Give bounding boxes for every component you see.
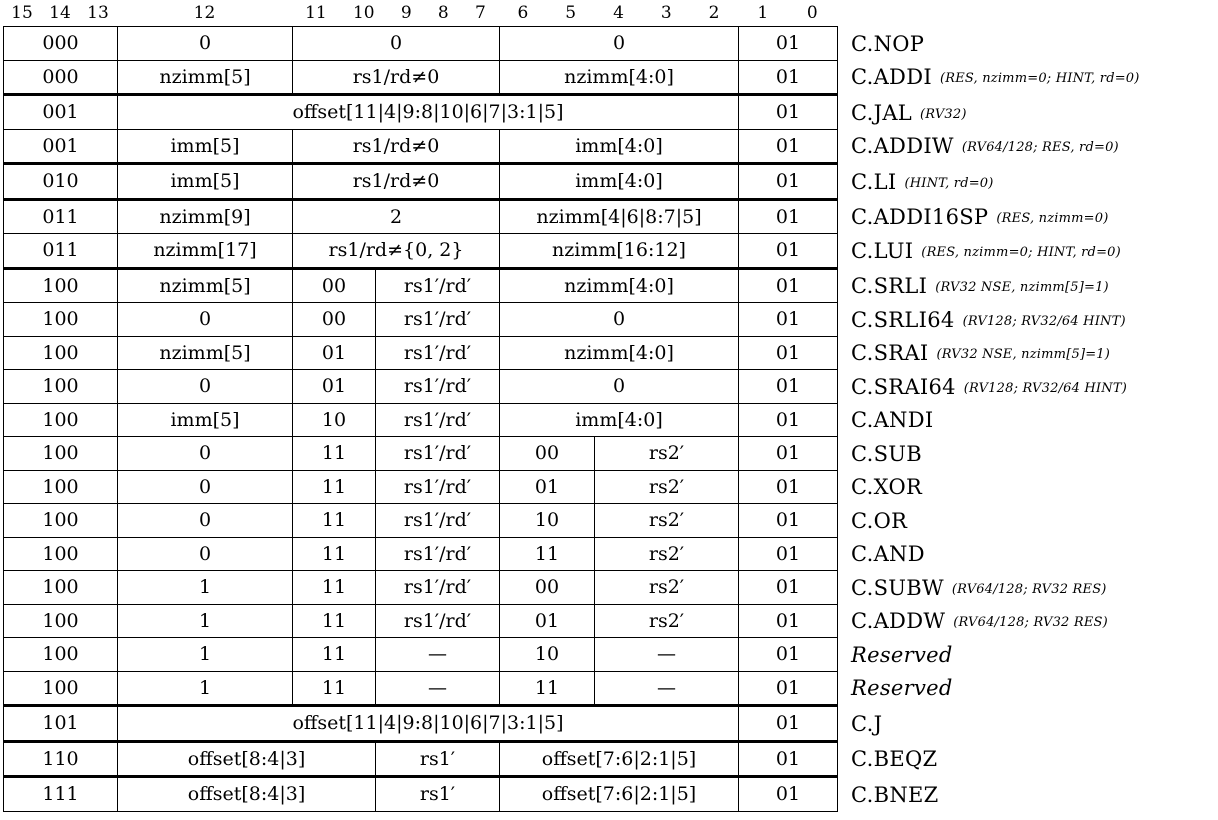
bit-field-cell: offset[7:6|2:1|5]	[500, 743, 739, 776]
bit-field-cell: 01	[739, 130, 838, 163]
bit-field-cell: 100	[4, 270, 118, 303]
instruction-note: (RV32 NSE, nzimm[5]=1)	[935, 280, 1109, 295]
bit-number: 7	[474, 3, 486, 23]
bit-number-group	[292, 2, 499, 24]
bit-field-cell: 11	[293, 437, 376, 470]
bit-field-cell: 1	[118, 571, 293, 604]
instruction-label	[851, 165, 994, 198]
encoding-cells	[3, 61, 838, 97]
instruction-name: C.XOR	[851, 475, 923, 499]
bit-number: 13	[87, 3, 109, 23]
instruction-name: C.SRLI	[851, 274, 928, 298]
instruction-label	[851, 743, 937, 776]
instruction-note: (RV32)	[920, 106, 967, 122]
bit-field-cell: nzimm[17]	[118, 234, 293, 267]
bit-field-cell: rs1′/rd′	[376, 437, 500, 470]
instruction-label	[851, 778, 939, 811]
bit-field-cell: offset[7:6|2:1|5]	[500, 778, 739, 811]
bit-field-cell: 011	[4, 201, 118, 234]
bit-field-cell: 100	[4, 571, 118, 604]
bit-field-cell: 01	[739, 370, 838, 403]
bit-field-cell: 100	[4, 605, 118, 638]
bit-field-cell: 01	[739, 165, 838, 198]
table-row	[3, 672, 953, 708]
table-row	[3, 96, 967, 130]
bit-field-cell: 0	[500, 303, 739, 336]
instruction-note: (RV32 NSE, nzimm[5]=1)	[936, 347, 1111, 362]
bit-field-cell: 10	[500, 504, 595, 537]
table-row	[3, 303, 1126, 337]
bit-field-cell: rs1′/rd′	[376, 404, 500, 437]
bit-field-cell: 2	[293, 201, 500, 234]
table-row	[3, 778, 939, 812]
bit-field-cell: nzimm[5]	[118, 337, 293, 370]
bit-number: 15	[11, 3, 33, 23]
bit-field-cell: 1	[118, 605, 293, 638]
instruction-name: C.ADDIW	[851, 134, 954, 158]
bit-number-group	[117, 2, 292, 24]
encoding-cells	[3, 370, 838, 404]
bit-number: 1	[757, 3, 769, 23]
bit-field-cell: 100	[4, 638, 118, 671]
bit-field-cell: rs1′/rd′	[376, 337, 500, 370]
instruction-name: C.LUI	[851, 238, 914, 263]
instruction-label	[851, 404, 933, 437]
bit-field-cell: 0	[118, 504, 293, 537]
bit-field-cell: rs1′	[376, 778, 500, 811]
instruction-note: (HINT, rd=0)	[904, 175, 994, 191]
bit-field-cell: 0	[293, 27, 500, 60]
bit-field-cell: imm[4:0]	[500, 165, 739, 198]
bit-field-cell: 01	[739, 605, 838, 638]
encoding-cells	[3, 437, 838, 471]
bit-field-cell: 10	[500, 638, 595, 671]
bit-header	[3, 2, 838, 26]
bit-field-cell: rs1′	[376, 743, 500, 776]
bit-field-cell: rs1′/rd′	[376, 270, 500, 303]
bit-field-cell: —	[376, 638, 500, 671]
instruction-label	[851, 638, 953, 671]
instruction-label	[851, 27, 924, 60]
instruction-name: C.BEQZ	[851, 747, 938, 771]
bit-field-cell: rs1′/rd′	[376, 471, 500, 504]
bit-number-group	[499, 2, 738, 24]
bit-field-cell: 100	[4, 404, 118, 437]
bit-field-cell: rs1/rd≠{0, 2}	[293, 234, 500, 267]
instruction-label	[851, 201, 1109, 234]
bit-field-cell: 01	[739, 337, 838, 370]
instruction-label	[851, 370, 1127, 403]
bit-field-cell: 11	[293, 672, 376, 705]
encoding-cells	[3, 571, 838, 605]
bit-field-cell: rs2′	[595, 437, 739, 470]
bit-field-cell: 11	[293, 504, 376, 537]
bit-field-cell: offset[11|4|9:8|10|6|7|3:1|5]	[118, 707, 739, 740]
instruction-label	[851, 504, 907, 537]
bit-field-cell: 11	[293, 571, 376, 604]
instruction-table	[3, 26, 1140, 812]
table-row	[3, 404, 934, 438]
bit-field-cell: offset[11|4|9:8|10|6|7|3:1|5]	[118, 96, 739, 129]
bit-field-cell: 01	[739, 707, 838, 740]
table-row	[3, 337, 1111, 371]
table-row	[3, 605, 1108, 639]
encoding-cells	[3, 27, 838, 61]
instruction-note: (RV128; RV32/64 HINT)	[963, 380, 1127, 396]
instruction-name: C.SRAI64	[851, 374, 956, 399]
encoding-cells	[3, 96, 838, 130]
bit-field-cell: 001	[4, 130, 118, 163]
bit-field-cell: rs1/rd≠0	[293, 130, 500, 163]
instruction-label	[851, 437, 922, 470]
bit-field-cell: nzimm[5]	[118, 270, 293, 303]
bit-field-cell: imm[4:0]	[500, 404, 739, 437]
bit-number: 3	[660, 3, 672, 23]
instruction-label	[851, 96, 967, 129]
instruction-label	[851, 270, 1109, 303]
bit-field-cell: 100	[4, 672, 118, 705]
bit-field-cell: nzimm[4:0]	[500, 61, 739, 94]
table-row	[3, 370, 1127, 404]
bit-field-cell: 0	[118, 437, 293, 470]
table-row	[3, 471, 923, 505]
instruction-name: C.ADDI16SP	[851, 205, 989, 229]
bit-field-cell: imm[4:0]	[500, 130, 739, 163]
bit-field-cell: 01	[739, 504, 838, 537]
instruction-label	[851, 471, 922, 504]
bit-field-cell: 100	[4, 538, 118, 571]
bit-field-cell: 01	[739, 571, 838, 604]
bit-number-group	[3, 2, 117, 24]
bit-number: 14	[49, 3, 71, 23]
bit-field-cell: 1	[118, 672, 293, 705]
instruction-label	[851, 672, 953, 705]
bit-field-cell: imm[5]	[118, 404, 293, 437]
encoding-cells	[3, 778, 838, 812]
bit-field-cell: rs1/rd≠0	[293, 61, 500, 94]
bit-field-cell: rs1/rd≠0	[293, 165, 500, 198]
instruction-name: C.ANDI	[851, 408, 934, 432]
bit-field-cell: 100	[4, 303, 118, 336]
bit-field-cell: imm[5]	[118, 165, 293, 198]
table-row	[3, 571, 1107, 605]
instruction-name: C.OR	[851, 508, 908, 533]
bit-field-cell: 1	[118, 638, 293, 671]
bit-field-cell: 100	[4, 370, 118, 403]
bit-field-cell: 01	[293, 337, 376, 370]
bit-field-cell: 01	[500, 605, 595, 638]
instruction-name: C.ADDI	[851, 65, 932, 89]
table-row	[3, 201, 1109, 235]
instruction-note: (RV64/128; RV32 RES)	[953, 615, 1108, 630]
bit-field-cell: offset[8:4|3]	[118, 743, 376, 776]
table-row	[3, 538, 925, 572]
instruction-label	[851, 538, 925, 571]
bit-field-cell: 001	[4, 96, 118, 129]
bit-field-cell: 0	[118, 27, 293, 60]
encoding-cells	[3, 130, 838, 166]
bit-number: 0	[806, 3, 818, 23]
bit-field-cell: 01	[739, 270, 838, 303]
bit-field-cell: nzimm[16:12]	[500, 234, 739, 267]
bit-number: 11	[305, 3, 327, 23]
bit-field-cell: nzimm[4:0]	[500, 270, 739, 303]
bit-field-cell: 100	[4, 337, 118, 370]
bit-field-cell: 011	[4, 234, 118, 267]
instruction-name: C.JAL	[851, 100, 913, 125]
instruction-name: C.LI	[851, 169, 897, 194]
bit-field-cell: 100	[4, 471, 118, 504]
table-row	[3, 504, 908, 538]
bit-field-cell: 01	[739, 672, 838, 705]
bit-field-cell: nzimm[9]	[118, 201, 293, 234]
bit-field-cell: 0	[500, 27, 739, 60]
table-row	[3, 270, 1109, 304]
bit-field-cell: 111	[4, 778, 118, 811]
bit-number: 10	[352, 3, 375, 23]
instruction-name: C.J	[851, 711, 883, 736]
instruction-name: C.SRLI64	[851, 307, 955, 332]
bit-field-cell: 110	[4, 743, 118, 776]
bit-field-cell: 010	[4, 165, 118, 198]
bit-field-cell: 101	[4, 707, 118, 740]
bit-field-cell: 0	[118, 538, 293, 571]
bit-number: 2	[708, 3, 720, 23]
table-row	[3, 130, 1119, 166]
bit-field-cell: 01	[739, 201, 838, 234]
instruction-label	[851, 707, 882, 740]
bit-field-cell: 11	[500, 672, 595, 705]
encoding-cells	[3, 270, 838, 304]
bit-field-cell: 01	[739, 437, 838, 470]
instruction-note: (RV64/128; RV32 RES)	[951, 581, 1107, 597]
instruction-name: Reserved	[851, 676, 953, 700]
table-row	[3, 165, 994, 201]
bit-field-cell: rs1′/rd′	[376, 605, 500, 638]
bit-field-cell: 00	[500, 437, 595, 470]
bit-field-cell: 01	[739, 471, 838, 504]
encoding-cells	[3, 234, 838, 270]
bit-field-cell: 11	[293, 538, 376, 571]
encoding-cells	[3, 743, 838, 779]
bit-number: 8	[437, 3, 449, 23]
bit-field-cell: 01	[739, 743, 838, 776]
bit-field-cell: rs2′	[595, 605, 739, 638]
bit-field-cell: imm[5]	[118, 130, 293, 163]
bit-field-cell: rs2′	[595, 504, 739, 537]
instruction-label	[851, 61, 1140, 94]
bit-field-cell: 000	[4, 61, 118, 94]
bit-field-cell: 11	[500, 538, 595, 571]
bit-field-cell: 01	[739, 538, 838, 571]
table-row	[3, 707, 883, 743]
bit-field-cell: nzimm[4|6|8:7|5]	[500, 201, 739, 234]
instruction-note: (RES, nzimm=0; HINT, rd=0)	[921, 244, 1121, 260]
bit-field-cell: rs1′/rd′	[376, 303, 500, 336]
bit-field-cell: rs2′	[595, 571, 739, 604]
encoding-cells	[3, 538, 838, 572]
bit-field-cell: rs1′/rd′	[376, 538, 500, 571]
instruction-label	[851, 234, 1121, 267]
bit-number: 4	[613, 3, 624, 23]
bit-field-cell: 01	[739, 61, 838, 94]
bit-field-cell: 01	[739, 404, 838, 437]
bit-field-cell: 100	[4, 504, 118, 537]
instruction-note: (RES, nzimm=0; HINT, rd=0)	[939, 71, 1140, 86]
instruction-label	[851, 571, 1107, 604]
encoding-cells	[3, 605, 838, 639]
bit-field-cell: 01	[739, 638, 838, 671]
encoding-cells	[3, 504, 838, 538]
instruction-name: Reserved	[851, 642, 953, 667]
encoding-cells	[3, 404, 838, 438]
instruction-note: (RV128; RV32/64 HINT)	[962, 313, 1126, 329]
encoding-cells	[3, 707, 838, 743]
bit-field-cell: 11	[293, 605, 376, 638]
bit-field-cell: 11	[293, 638, 376, 671]
bit-field-cell: —	[595, 638, 739, 671]
bit-field-cell: 0	[118, 471, 293, 504]
bit-field-cell: nzimm[5]	[118, 61, 293, 94]
bit-field-cell: 10	[293, 404, 376, 437]
bit-field-cell: 01	[739, 303, 838, 336]
bit-field-cell: 01	[739, 96, 838, 129]
encoding-cells	[3, 201, 838, 235]
bit-field-cell: rs2′	[595, 471, 739, 504]
bit-field-cell: nzimm[4:0]	[500, 337, 739, 370]
bit-field-cell: 00	[500, 571, 595, 604]
bit-field-cell: 100	[4, 437, 118, 470]
table-row	[3, 743, 938, 779]
table-row	[3, 638, 953, 672]
instruction-label	[851, 303, 1126, 336]
bit-field-cell: —	[595, 672, 739, 705]
instruction-label	[851, 130, 1119, 163]
bit-field-cell: rs1′/rd′	[376, 571, 500, 604]
encoding-cells	[3, 337, 838, 371]
encoding-cells	[3, 471, 838, 505]
bit-field-cell: 01	[739, 27, 838, 60]
bit-field-cell: 11	[293, 471, 376, 504]
bit-field-cell: rs1′/rd′	[376, 370, 500, 403]
bit-number: 5	[565, 3, 577, 23]
instruction-name: C.NOP	[851, 31, 925, 56]
table-row	[3, 234, 1121, 270]
instruction-name: C.SRAI	[851, 341, 929, 365]
bit-field-cell: 01	[293, 370, 376, 403]
bit-field-cell: 0	[500, 370, 739, 403]
bit-number: 12	[193, 3, 216, 23]
bit-number: 9	[400, 3, 412, 23]
bit-field-cell: 0	[118, 303, 293, 336]
bit-field-cell: 01	[500, 471, 595, 504]
encoding-cells	[3, 638, 838, 672]
instruction-name: C.ADDW	[851, 609, 946, 633]
bit-field-cell: 00	[293, 270, 376, 303]
bit-field-cell: 0	[118, 370, 293, 403]
encoding-cells	[3, 672, 838, 708]
bit-field-cell: 01	[739, 234, 838, 267]
encoding-cells	[3, 165, 838, 201]
instruction-name: C.AND	[851, 542, 925, 566]
bit-field-cell: —	[376, 672, 500, 705]
instruction-label	[851, 337, 1110, 370]
bit-field-cell: rs2′	[595, 538, 739, 571]
instruction-label	[851, 605, 1108, 638]
bit-field-cell: 000	[4, 27, 118, 60]
bit-field-cell: 01	[739, 778, 838, 811]
bit-number-group	[738, 2, 837, 24]
table-row	[3, 27, 925, 61]
bit-number: 6	[517, 3, 529, 23]
bit-field-cell: offset[8:4|3]	[118, 778, 376, 811]
table-row	[3, 61, 1140, 97]
instruction-name: C.BNEZ	[851, 782, 939, 807]
table-row	[3, 437, 923, 471]
bit-field-cell: rs1′/rd′	[376, 504, 500, 537]
instruction-name: C.SUBW	[851, 575, 944, 600]
encoding-cells	[3, 303, 838, 337]
instruction-name: C.SUB	[851, 441, 923, 466]
instruction-note: (RV64/128; RES, rd=0)	[961, 140, 1119, 155]
bit-field-cell: 00	[293, 303, 376, 336]
instruction-note: (RES, nzimm=0)	[996, 211, 1109, 226]
